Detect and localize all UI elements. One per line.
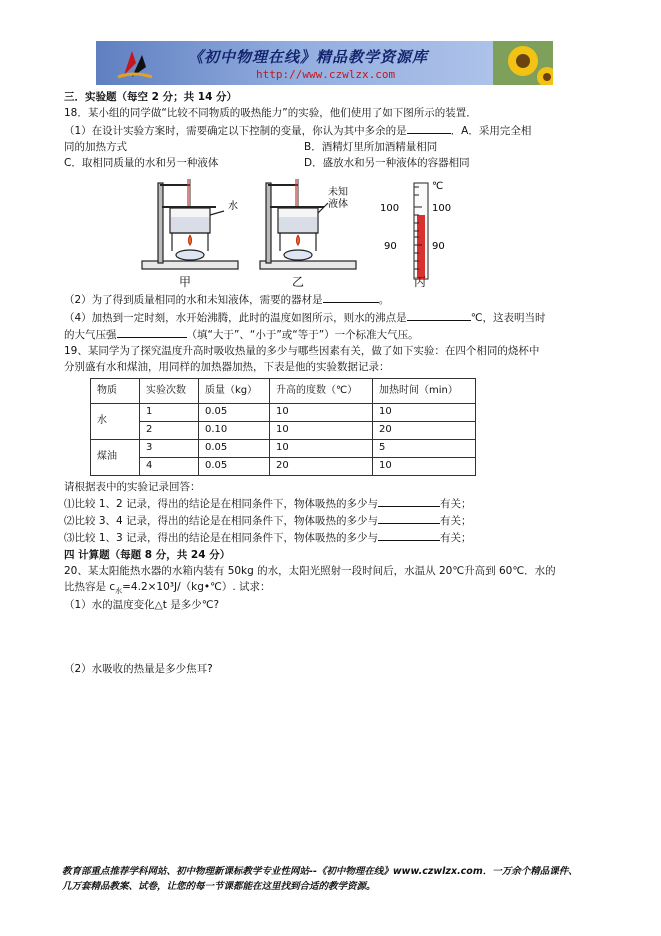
table-row xyxy=(91,403,476,421)
answer-blank[interactable] xyxy=(323,291,379,303)
table-header: 升高的度数（℃） xyxy=(270,378,373,403)
answer-blank[interactable] xyxy=(407,122,451,134)
q20-stem-1: 20、某太阳能热水器的水箱内装有 50kg 的水，太阳光照射一段时间后，水温从 20℃升高到 60℃．水的 xyxy=(64,564,556,577)
table-cell: 10 xyxy=(373,457,476,475)
q19-prompt: 请根据表中的实验记录回答： xyxy=(64,480,201,493)
q18-stem: 18．某小组的同学做“比较不同物质的吸热能力”的实验，他们使用了如下图所示的装置． xyxy=(64,107,477,120)
table-cell: 4 xyxy=(140,457,199,475)
q18-part1 xyxy=(64,122,584,139)
page-footer xyxy=(62,864,602,894)
table-row xyxy=(91,439,476,457)
label-yi: 乙 xyxy=(292,275,305,290)
apparatus-jia xyxy=(142,179,238,269)
q20-part2: （2）水吸收的热量是多少焦耳? xyxy=(64,663,213,676)
q18-part4-unit: ℃，这表明当时 xyxy=(470,311,546,324)
q19-conclusion-3 xyxy=(64,529,584,546)
q18-part4-cont xyxy=(64,326,584,343)
q20-part1: （1）水的温度变化△t 是多少℃? xyxy=(64,599,220,612)
q20-stem-2a: 比热容是 c xyxy=(64,581,116,594)
sunflower-image xyxy=(493,41,553,85)
q19-c1-text: ⑴比较 1、2 记录，得出的结论是在相同条件下，物体吸热的多少与 xyxy=(64,497,379,510)
q18-part2-text: （2）为了得到质量相同的水和未知液体，需要的器材是 xyxy=(64,294,323,307)
q18-options-row1 xyxy=(64,139,584,155)
exam-content xyxy=(64,89,584,678)
q18-optB: B．酒精灯里所加酒精量相同 xyxy=(304,140,438,153)
table-header: 实验次数 xyxy=(140,378,199,403)
table-cell: 10 xyxy=(270,403,373,421)
answer-blank[interactable] xyxy=(378,529,440,541)
table-cell-material: 煤油 xyxy=(91,439,140,475)
answer-blank[interactable] xyxy=(117,326,187,338)
banner-title: 《初中物理在线》精品教学资源库 xyxy=(188,48,429,66)
table-cell: 10 xyxy=(270,421,373,439)
table-cell: 0.05 xyxy=(199,403,270,421)
table-cell: 0.05 xyxy=(199,457,270,475)
q18-options-row2 xyxy=(64,155,584,171)
table-header: 加热时间（min） xyxy=(373,378,476,403)
label-unknown-1: 未知 xyxy=(328,187,348,199)
banner-url[interactable]: http://www.czwlzx.com xyxy=(256,68,396,81)
footer-line-2: 几万套精品教案、试卷，让您的每一节课都能在这里找到合适的教学资源。 xyxy=(62,881,376,893)
table-cell: 1 xyxy=(140,403,199,421)
q19-stem-2: 分别盛有水和煤油，用同样的加热器加热，下表是他的实验数据记录： xyxy=(64,361,390,374)
answer-blank[interactable] xyxy=(407,309,471,321)
q18-part4-text: （4）加热到一定时刻，水开始沸腾，此时的温度如图所示，则水的沸点是 xyxy=(64,311,407,324)
q19-conclusion-1 xyxy=(64,495,584,512)
q19-c3-end: 有关； xyxy=(440,532,472,545)
table-cell: 0.05 xyxy=(199,439,270,457)
label-water: 水 xyxy=(228,201,238,213)
apparatus-diagram xyxy=(64,173,584,291)
q18-part4 xyxy=(64,309,584,326)
q20-stem-2 xyxy=(64,579,584,597)
section-3-heading: 三．实验题（每空 2 分；共 14 分） xyxy=(64,91,238,103)
table-cell: 3 xyxy=(140,439,199,457)
table-cell: 2 xyxy=(140,421,199,439)
q20-stem-sub: 水 xyxy=(115,587,123,596)
table-cell: 20 xyxy=(270,457,373,475)
q18-optA: ．A．采用完全相 xyxy=(450,124,532,137)
thermo-unit: ℃ xyxy=(432,181,444,193)
site-logo xyxy=(116,45,154,81)
table-header-row xyxy=(91,378,476,403)
q18-part2 xyxy=(64,291,584,308)
q19-c3-text: ⑶比较 1、3 记录，得出的结论是在相同条件下，物体吸热的多少与 xyxy=(64,532,379,545)
q18-part2-end: 。 xyxy=(378,294,390,307)
thermo-90-right: 90 xyxy=(432,241,445,253)
footer-line-1: 教育部重点推荐学科网站、初中物理新课标教学专业性网站--《初中物理在线》www.czwlzx.com．一万余个精品课件、 xyxy=(62,866,578,877)
q19-c2-text: ⑵比较 3、4 记录，得出的结论是在相同条件下，物体吸热的多少与 xyxy=(64,515,379,528)
q19-stem-1: 19、某同学为了探究温度升高时吸收热量的多少与哪些因素有关，做了如下实验：在四个相同的烧杯中 xyxy=(64,345,540,358)
q18-figure xyxy=(64,173,584,291)
q19-conclusion-2 xyxy=(64,512,584,529)
table-header: 物质 xyxy=(91,378,140,403)
table-cell: 0.10 xyxy=(199,421,270,439)
table-cell: 5 xyxy=(373,439,476,457)
q19-c2-end: 有关； xyxy=(440,515,472,528)
thermo-100-right: 100 xyxy=(432,203,452,215)
q18-optD: D．盛放水和另一种液体的容器相同 xyxy=(304,157,470,170)
q18-part4-text2: 的大气压强 xyxy=(64,328,117,341)
label-bing: 丙 xyxy=(414,275,427,290)
table-row xyxy=(91,421,476,439)
table-header: 质量（kg） xyxy=(199,378,270,403)
q18-optC: C．取相同质量的水和另一种液体 xyxy=(64,157,219,170)
thermometer xyxy=(414,183,428,279)
answer-blank[interactable] xyxy=(378,512,440,524)
table-cell: 10 xyxy=(373,403,476,421)
q18-optA-cont: 同的加热方式 xyxy=(64,140,127,153)
thermo-100-left: 100 xyxy=(380,203,400,215)
q19-data-table xyxy=(90,378,476,476)
table-cell: 20 xyxy=(373,421,476,439)
table-cell-material: 水 xyxy=(91,403,140,439)
q18-part1-text: （1）在设计实验方案时，需要确定以下控制的变量，你认为其中多余的是 xyxy=(64,124,407,137)
answer-blank[interactable] xyxy=(378,495,440,507)
header-banner xyxy=(96,41,553,85)
q19-c1-end: 有关； xyxy=(440,497,472,510)
q20-stem-2b: =4.2×10³J/（kg•℃）. 试求： xyxy=(122,581,271,594)
q18-part4-text3: （填“大于”、“小于”或“等于”）一个标准大气压。 xyxy=(186,328,419,341)
section-4-heading: 四 计算题（每题 8 分，共 24 分） xyxy=(64,548,231,561)
label-jia: 甲 xyxy=(179,275,192,290)
table-row xyxy=(91,457,476,475)
thermo-90-left: 90 xyxy=(384,241,397,253)
table-cell: 10 xyxy=(270,439,373,457)
label-unknown-2: 液体 xyxy=(328,199,348,211)
